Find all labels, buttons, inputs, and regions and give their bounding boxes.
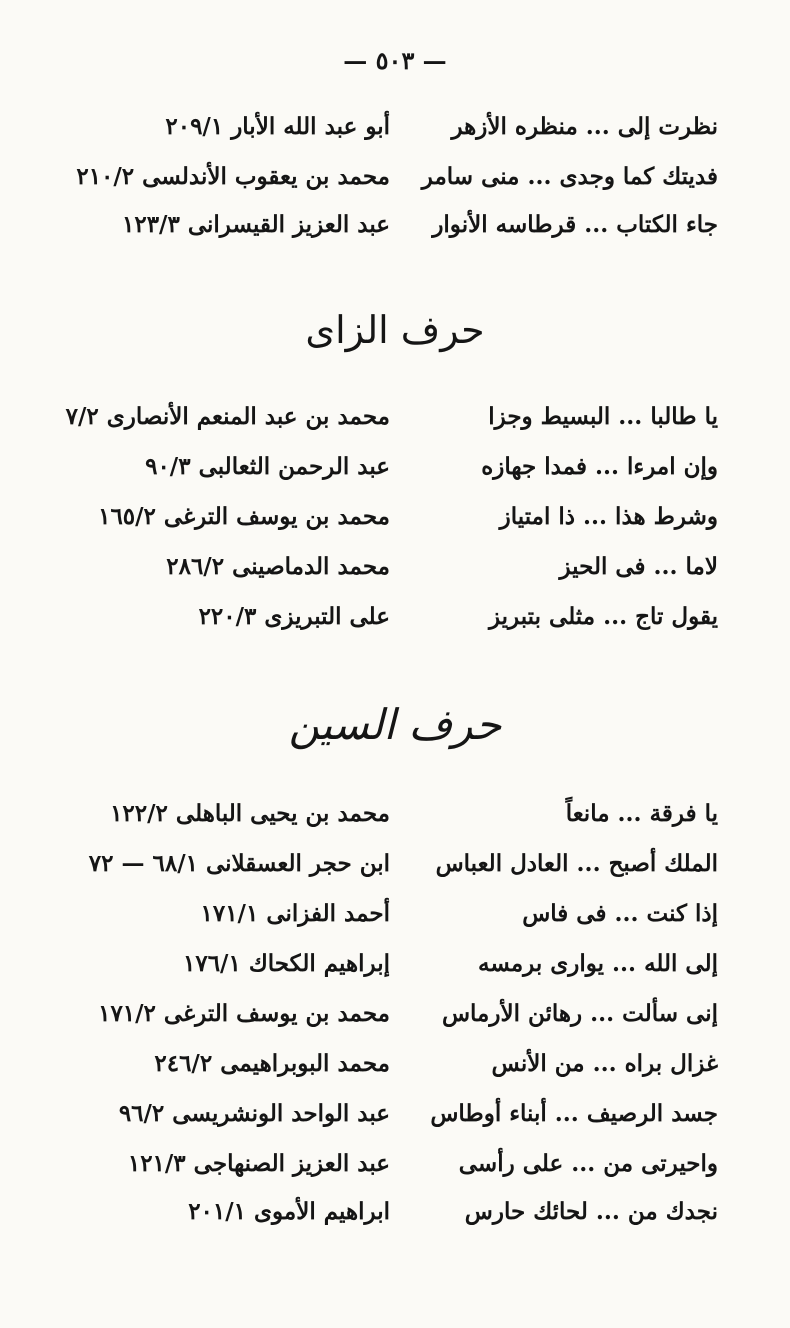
index-entry <box>0 403 790 443</box>
index-entry <box>0 1198 790 1238</box>
index-entry <box>0 553 790 593</box>
verse-incipit: نجدك من ... لحائك حارس <box>464 1198 718 1225</box>
poet-reference: محمد بن يحيى الباهلى ١٢٢/٢ <box>110 800 390 827</box>
index-entry <box>0 453 790 493</box>
verse-incipit: الملك أصبح ... العادل العباس <box>435 850 718 877</box>
poet-reference: عبد الرحمن الثعالبى ٩٠/٣ <box>145 453 390 480</box>
index-entry <box>0 800 790 840</box>
verse-incipit: جسد الرصيف ... أبناء أوطاس <box>430 1100 718 1127</box>
index-entry <box>0 1000 790 1040</box>
index-entry <box>0 211 790 251</box>
poet-reference: أبو عبد الله الأبار ٢٠٩/١ <box>165 113 390 140</box>
verse-incipit: يقول تاج ... مثلى بتبريز <box>488 603 718 630</box>
index-entry <box>0 113 790 153</box>
verse-incipit: واحيرتى من ... على رأسى <box>458 1150 718 1177</box>
poet-reference: عبد العزيز القيسرانى ١٢٣/٣ <box>121 211 390 238</box>
verse-incipit: يا فرقة ... مانعاً <box>565 800 718 827</box>
poet-reference: على التبريزى ٢٢٠/٣ <box>198 603 390 630</box>
poet-reference: محمد بن يوسف الترغى ١٦٥/٢ <box>98 503 390 530</box>
verse-incipit: فديتك كما وجدى ... منى سامر <box>421 163 718 190</box>
poet-reference: عبد الواحد الونشريسى ٩٦/٢ <box>118 1100 390 1127</box>
poet-reference: محمد البوبراهيمى ٢٤٦/٢ <box>154 1050 390 1077</box>
index-entry <box>0 850 790 890</box>
verse-incipit: يا طالبا ... البسيط وجزا <box>488 403 718 430</box>
index-entry <box>0 603 790 643</box>
verse-incipit: إنى سألت ... رهائن الأرماس <box>441 1000 718 1027</box>
verse-incipit: إذا كنت ... فى فاس <box>522 900 718 927</box>
poet-reference: محمد الدماصينى ٢٨٦/٢ <box>166 553 390 580</box>
poet-reference: محمد بن يعقوب الأندلسى ٢١٠/٢ <box>76 163 390 190</box>
index-entry <box>0 1100 790 1140</box>
section-title-sin: حرف السين <box>288 700 502 749</box>
index-entry <box>0 163 790 203</box>
poet-reference: محمد بن عبد المنعم الأنصارى ٧/٢ <box>65 403 390 430</box>
poet-reference: أحمد الفزانى ١٧١/١ <box>200 900 390 927</box>
verse-incipit: لاما ... فى الحيز <box>559 553 718 580</box>
verse-incipit: وشرط هذا ... ذا امتياز <box>499 503 718 530</box>
index-entry <box>0 1050 790 1090</box>
index-entry <box>0 950 790 990</box>
verse-incipit: غزال براه ... من الأنس <box>491 1050 718 1077</box>
verse-incipit: جاء الكتاب ... قرطاسه الأنوار <box>432 211 718 238</box>
page-number: — ٥٠٣ — <box>343 46 447 75</box>
index-entry <box>0 1150 790 1190</box>
poet-reference: ابراهيم الأموى ٢٠١/١ <box>188 1198 390 1225</box>
index-entry <box>0 900 790 940</box>
verse-incipit: نظرت إلى ... منظره الأزهر <box>451 113 718 140</box>
poet-reference: عبد العزيز الصنهاجى ١٢١/٣ <box>127 1150 390 1177</box>
index-entry <box>0 503 790 543</box>
verse-incipit: وإن امرءا ... فمدا جهازه <box>481 453 718 480</box>
poet-reference: إبراهيم الكحاك ١٧٦/١ <box>182 950 390 977</box>
verse-incipit: إلى الله ... يوارى برمسه <box>477 950 718 977</box>
poet-reference: ابن حجر العسقلانى ٦٨/١ — ٧٢ <box>88 850 390 877</box>
poet-reference: محمد بن يوسف الترغى ١٧١/٢ <box>98 1000 390 1027</box>
section-title-zay: حرف الزاى <box>305 308 485 352</box>
